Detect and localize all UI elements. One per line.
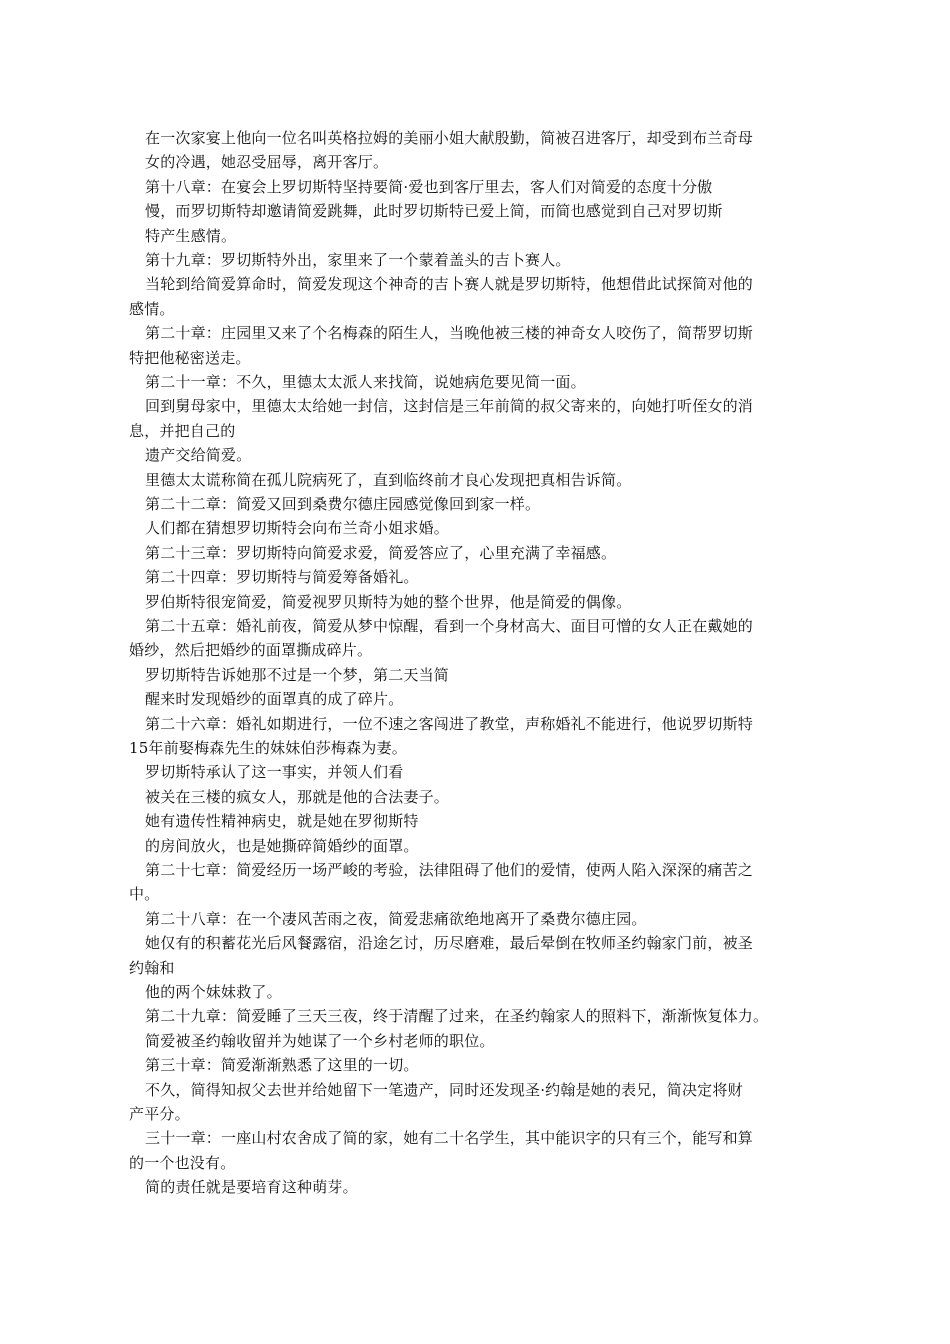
text-line: 不久，简得知叔父去世并给她留下一笔遗产，同时还发现圣·约翰是她的表兄，简决定将财 (145, 1080, 743, 1099)
text-line: 约翰和 (129, 958, 175, 977)
text-line: 他的两个妹妹救了。 (145, 983, 282, 1001)
text-line: 第二十九章：简爱睡了三天三夜，终于清醒了过来，在圣约翰家人的照料下，渐渐恢复体力。 (145, 1007, 769, 1026)
text-line: 她有遗传性精神病史，就是她在罗彻斯特 (145, 812, 419, 831)
text-line: 遗产交给简爱。 (145, 446, 252, 465)
text-line: 三十一章：一座山村农舍成了简的家，她有二十名学生，其中能识字的只有三个，能写和算 (145, 1129, 754, 1148)
text-line: 第二十二章：简爱又回到桑费尔德庄园感觉像回到家一样。 (145, 495, 541, 513)
text-line: 罗切斯特告诉她那不过是一个梦，第二天当简 (145, 665, 450, 684)
text-line: 简的责任就是要培育这种萌芽。 (145, 1178, 358, 1197)
text-line: 15年前娶梅森先生的妹妹伯莎梅森为妻。 (129, 739, 407, 757)
text-line: 特产生感情。 (145, 226, 237, 245)
text-line: 的房间放火，也是她撕碎简婚纱的面罩。 (145, 836, 419, 855)
text-line: 的一个也没有。 (129, 1153, 236, 1172)
text-line: 罗伯斯特很宠简爱，简爱视罗贝斯特为她的整个世界，他是简爱的偶像。 (145, 592, 632, 611)
text-line: 简爱被圣约翰收留并为她谋了一个乡村老师的职位。 (145, 1031, 495, 1050)
text-line: 当轮到给简爱算命时，简爱发现这个神奇的吉卜赛人就是罗切斯特，他想借此试探简对他的 (145, 275, 754, 294)
text-line: 她仅有的积蓄花光后风餐露宿，沿途乞讨，历尽磨难，最后晕倒在牧师圣约翰家门前，被圣 (145, 934, 754, 953)
text-line: 被关在三楼的疯女人，那就是他的合法妻子。 (145, 787, 450, 806)
text-line: 中。 (129, 885, 160, 904)
text-line: 第十八章：在宴会上罗切斯特坚持要简·爱也到客厅里去，客人们对简爱的态度十分傲 (145, 177, 713, 196)
text-line: 人们都在猜想罗切斯特会向布兰奇小姐求婚。 (145, 519, 450, 538)
text-line: 第二十四章：罗切斯特与简爱筹备婚礼。 (145, 568, 419, 587)
text-line: 醒来时发现婚纱的面罩真的成了碎片。 (145, 690, 404, 709)
text-line: 慢，而罗切斯特却邀请简爱跳舞，此时罗切斯特已爱上简，而简也感觉到自己对罗切斯 (145, 202, 723, 221)
text-line: 感情。 (129, 299, 175, 318)
text-line: 第二十章：庄园里又来了个名梅森的陌生人，当晚他被三楼的神奇女人咬伤了，简帮罗切斯 (145, 324, 754, 343)
text-line: 第三十章：简爱渐渐熟悉了这里的一切。 (145, 1056, 419, 1075)
text-line: 第十九章：罗切斯特外出，家里来了一个蒙着盖头的吉卜赛人。 (145, 251, 571, 269)
text-line: 婚纱，然后把婚纱的面罩撕成碎片。 (129, 641, 373, 660)
text-line: 第二十一章：不久，里德太太派人来找简，说她病危要见简一面。 (145, 373, 586, 391)
text-line: 回到舅母家中，里德太太给她一封信，这封信是三年前简的叔父寄来的，向她打听侄女的消 (145, 397, 754, 416)
text-line: 第二十八章：在一个凄风苦雨之夜，简爱悲痛欲绝地离开了桑费尔德庄园。 (145, 909, 647, 928)
text-line: 在一次家宴上他向一位名叫英格拉姆的美丽小姐大献殷勤，简被召进客厅，却受到布兰奇母 (145, 129, 754, 147)
text-line: 特把他秘密送走。 (129, 348, 251, 367)
text-line: 女的冷遇，她忍受屈辱，离开客厅。 (145, 153, 389, 172)
text-line: 第二十三章：罗切斯特向简爱求爱，简爱答应了，心里充满了幸福感。 (145, 543, 617, 562)
text-line: 产平分。 (129, 1105, 190, 1123)
text-line: 第二十五章：婚礼前夜，简爱从梦中惊醒，看到一个身材高大、面目可憎的女人正在戴她的 (145, 617, 754, 635)
text-line: 里德太太谎称简在孤儿院病死了，直到临终前才良心发现把真相告诉简。 (145, 470, 632, 489)
text-line: 第二十七章：简爱经历一场严峻的考验，法律阻碍了他们的爱情，使两人陷入深深的痛苦之 (145, 861, 754, 879)
text-line: 罗切斯特承认了这一事实，并领人们看 (145, 763, 404, 782)
text-line: 息，并把自己的 (129, 421, 236, 440)
text-line: 第二十六章：婚礼如期进行，一位不速之客闯进了教堂，声称婚礼不能进行，他说罗切斯特 (145, 714, 754, 733)
